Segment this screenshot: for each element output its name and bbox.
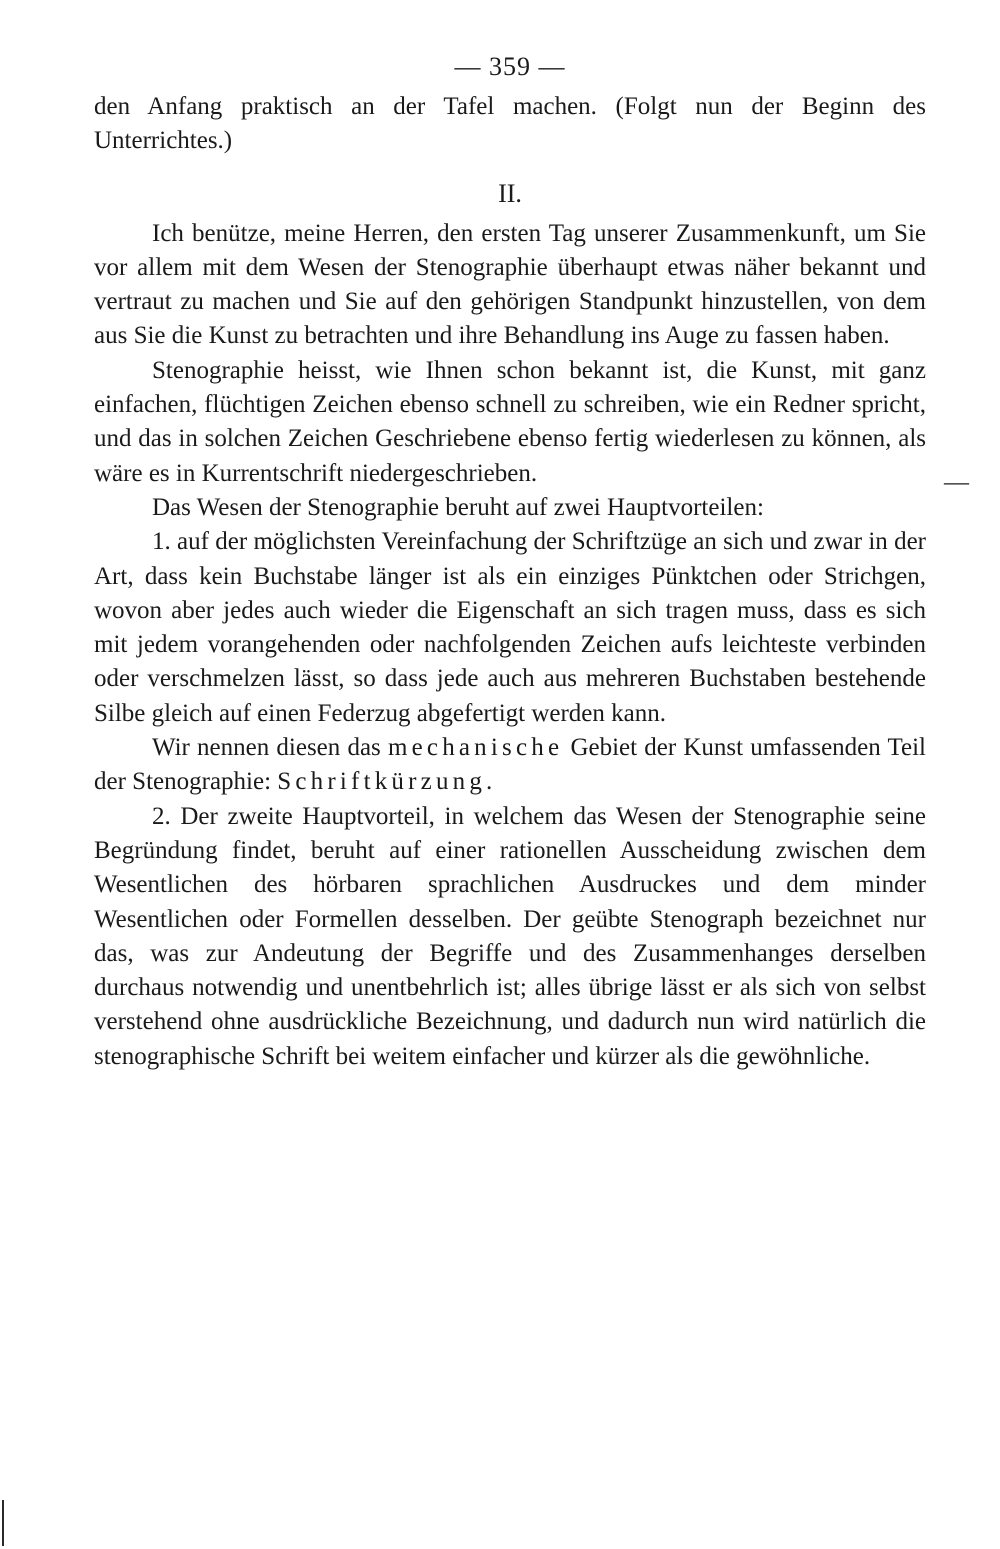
scan-edge-mark <box>2 1500 4 1546</box>
book-page <box>94 50 926 1074</box>
paragraph-4: 1. auf der möglichsten Vereinfachung der Schriftzüge an sich und zwar in der Art, dass kein Buchstabe länger ist als ein einziges Pünktchen oder Strichgen, wovon aber jedes auch wieder die Eigenschaft an sich tragen muss, dass es sich mit jedem vorangehenden oder nachfolgenden Zeichen aufs leichteste verbinden oder verschmelzen lässt, so dass jede auch aus mehreren Buchstaben bestehende Silbe gleich auf einen Federzug abgefertigt werden kann. <box>94 528 926 727</box>
spaced-term-schriftkuerzung: Schriftkürzung <box>277 768 487 796</box>
intro-paragraph: den Anfang praktisch an der Tafel machen. (Folgt nun der Beginn des Unterrichtes.) <box>94 93 926 155</box>
page-number: — 359 — <box>454 52 566 81</box>
paragraph-2: Stenographie heisst, wie Ihnen schon bekannt ist, die Kunst, mit ganz einfachen, flüchtigen Zeichen ebenso schnell zu schreiben, wie ein Redner spricht, und das in solchen Zeichen Geschriebene ebenso fertig wiederlesen zu können, als wäre es in Kurrentschrift niedergeschrieben. <box>94 356 926 487</box>
paragraph-5-middle: Gebiet der Kunst umfassenden Teil der Stenographie: <box>94 734 926 796</box>
paragraph-3: Das Wesen der Stenographie beruht auf zwei Hauptvorteilen: <box>152 493 764 521</box>
margin-mark: — <box>944 469 969 496</box>
paragraph-6: 2. Der zweite Hauptvorteil, in welchem das Wesen der Stenographie seine Begründung findet, beruht auf einer rationellen Ausscheidung zwischen dem Wesentlichen des hörbaren sprachlichen Ausdruckes und dem minder Wesentlichen oder Formellen desselben. Der geübte Stenograph bezeichnet nur das, was zur Andeutung der Begriffe und des Zusammenhanges derselben durchaus notwendig und unentbehrlich ist; alles übrige lässt er als sich von selbst verstehend ohne ausdrückliche Bezeichnung, und dadurch nun wird natürlich die stenographische Schrift bei weitem einfacher und kürzer als die gewöhnliche. <box>94 802 926 1070</box>
paragraph-5-before: Wir nennen diesen das <box>152 734 388 762</box>
spaced-term-mechanische: mechanische <box>387 734 564 762</box>
paragraph-5-after: . <box>486 768 493 796</box>
paragraph-1: Ich benütze, meine Herren, den ersten Tag unserer Zusammenkunft, um Sie vor allem mit dem Wesen der Stenographie überhaupt etwas näher bekannt und vertraut zu machen und Sie auf den gehörigen Standpunkt hinzustellen, von dem aus Sie die Kunst zu betrachten und ihre Behandlung ins Auge zu fassen haben. <box>94 219 926 350</box>
paragraph-5 <box>94 731 926 800</box>
section-heading: II. <box>498 178 522 208</box>
